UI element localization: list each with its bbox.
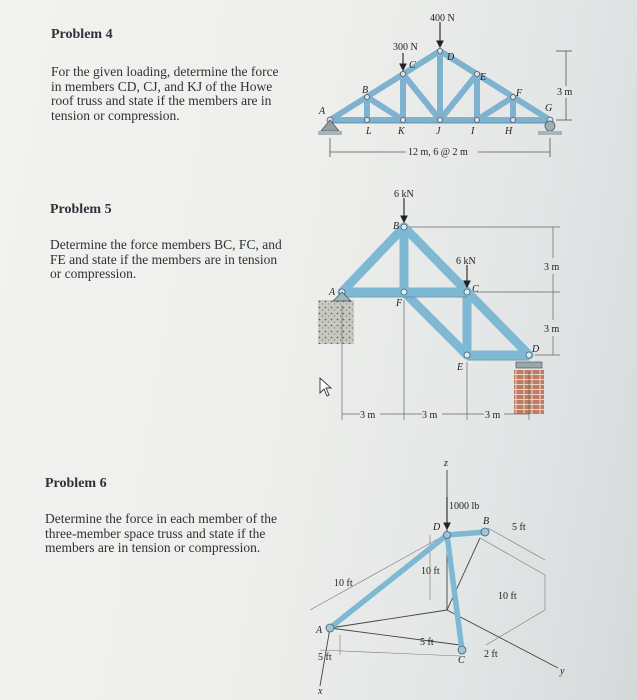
node-label: C	[472, 284, 479, 295]
problem-5-line: FE and state if the members are in tension	[50, 251, 278, 267]
dim-label: 10 ft	[498, 591, 517, 602]
node-label: C	[409, 60, 416, 71]
node-label: A	[316, 625, 323, 636]
axis-label: y	[560, 666, 565, 677]
dim-3m-label: 3 m	[422, 410, 438, 421]
node-labels	[318, 52, 552, 137]
dim-label: 2 ft	[484, 649, 498, 660]
height-dimension-label: 3 m	[557, 87, 573, 98]
load-6kn-top-label: 6 kN	[394, 189, 414, 200]
dim-label: 10 ft	[421, 566, 440, 577]
node-label: B	[362, 85, 369, 96]
space-truss-figure	[310, 458, 565, 697]
node-label: E	[457, 362, 464, 373]
roller-support-d5	[516, 362, 542, 368]
dim-3m-label: 3 m	[544, 262, 560, 273]
problem-6-title: Problem 6	[45, 476, 107, 491]
node-label: D	[447, 52, 455, 63]
problem-4-line: roof truss and state if the members are in	[51, 93, 272, 108]
load-1000lb-label: 1000 lb	[449, 501, 480, 512]
problem-4-title: Problem 4	[51, 27, 113, 42]
problem-6-line: Determine the force in each member of the	[45, 511, 278, 526]
node-label: L	[366, 126, 372, 137]
node-label: J	[436, 126, 441, 137]
load-300n-label: 300 N	[393, 42, 418, 53]
node-label: F	[516, 88, 523, 99]
node-label: B	[393, 221, 400, 232]
truss-joints-6	[326, 528, 489, 654]
dim-label: 5 ft	[512, 522, 526, 533]
truss-members-6	[330, 532, 485, 650]
node-label: B	[483, 516, 490, 527]
dim-3m-label: 3 m	[544, 324, 560, 335]
axes-lines	[320, 470, 558, 686]
dim-label: 5 ft	[318, 652, 332, 663]
node-label: E	[480, 72, 487, 83]
problem-6-line: members are in tension or compression.	[45, 540, 261, 555]
node-label: D	[433, 522, 441, 533]
node-label: D	[532, 344, 540, 355]
dim-label: 10 ft	[334, 578, 353, 589]
problem-4-line: in members CD, CJ, and KJ of the Howe	[51, 78, 273, 94]
node-label: H	[505, 126, 513, 137]
dimension-labels-6	[318, 522, 526, 663]
axis-label: x	[318, 686, 323, 697]
mouse-cursor-icon	[320, 378, 331, 396]
load-400n-label: 400 N	[430, 13, 455, 24]
span-dimension-label: 12 m, 6 @ 2 m	[408, 147, 468, 158]
axis-label: z	[444, 458, 448, 469]
dim-3m-label: 3 m	[485, 410, 501, 421]
node-label: C	[458, 655, 465, 666]
howe-truss-figure	[318, 13, 573, 158]
node-label: A	[319, 106, 326, 117]
problem-4-line: For the given loading, determine the force	[51, 64, 279, 79]
load-6kn-c-label: 6 kN	[456, 256, 476, 267]
node-label: A	[329, 287, 336, 298]
node-label: G	[545, 103, 553, 114]
problem-5-title: Problem 5	[50, 202, 112, 217]
problem-6-line: three-member space truss and state if the	[45, 525, 266, 541]
dim-label: 5 ft	[420, 637, 434, 648]
problem-5-line: Determine the force members BC, FC, and	[50, 237, 282, 252]
node-label: F	[396, 298, 403, 309]
dim-3m-label: 3 m	[360, 410, 376, 421]
concrete-wall-left	[318, 300, 354, 344]
problem-4-line: tension or compression.	[51, 107, 180, 123]
truss-figure-5	[318, 189, 560, 421]
truss-members-5	[342, 227, 529, 355]
node-label: I	[471, 126, 475, 137]
node-label: K	[398, 126, 405, 137]
problem-5-line: or compression.	[50, 266, 137, 281]
